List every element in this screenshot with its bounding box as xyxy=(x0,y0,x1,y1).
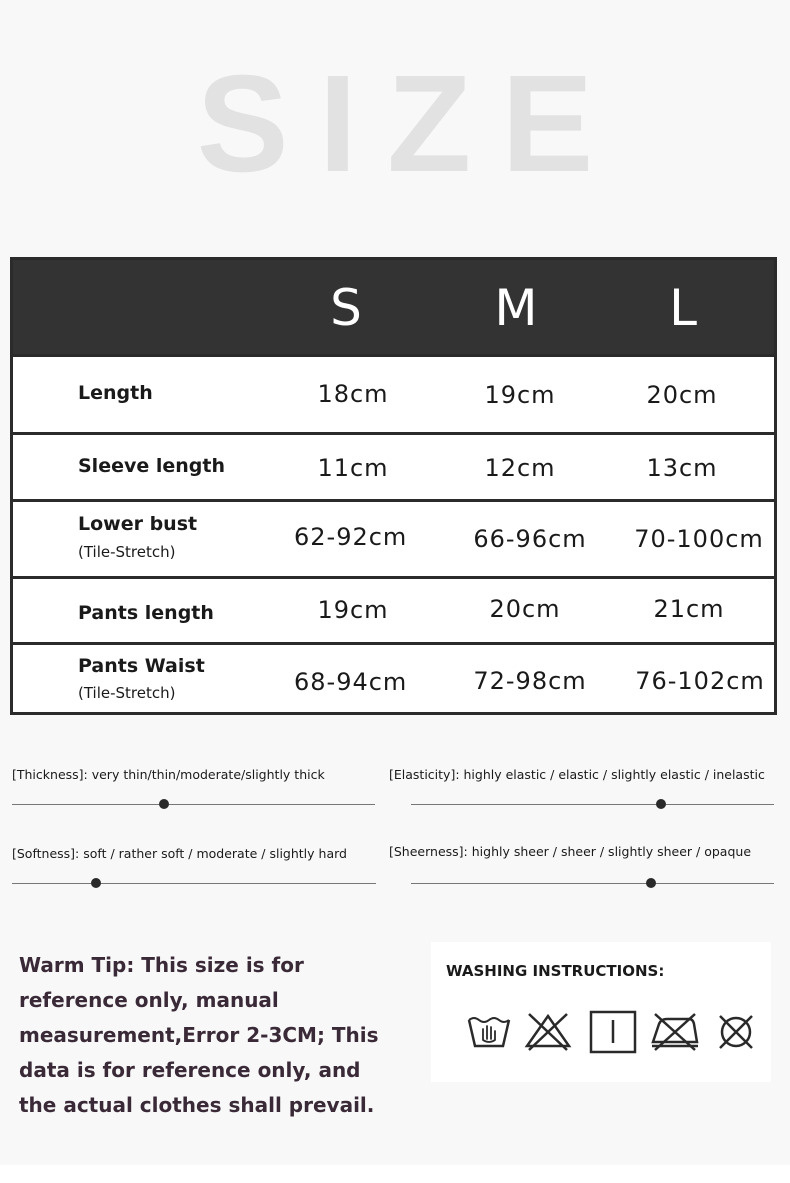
elasticity-scale xyxy=(411,804,774,805)
line-dry-icon xyxy=(589,1010,637,1054)
table-cell: 19cm xyxy=(484,381,556,409)
table-cell: 21cm xyxy=(653,595,725,623)
table-cell: 68-94cm xyxy=(294,668,408,696)
washing-instructions-panel xyxy=(431,942,771,1082)
table-cell: 11cm xyxy=(317,454,389,482)
do-not-bleach-icon xyxy=(523,1010,573,1052)
hand-wash-icon xyxy=(466,1010,512,1052)
table-cell: 62-92cm xyxy=(294,523,408,551)
thickness-marker xyxy=(159,799,169,809)
elasticity-label: [Elasticity]: highly elastic / elastic / slightly elastic / inelastic xyxy=(389,767,765,782)
row-label: Length xyxy=(78,382,153,404)
softness-label: [Softness]: soft / rather soft / moderate / slightly hard xyxy=(12,846,347,861)
softness-scale xyxy=(12,883,376,884)
table-cell: 66-96cm xyxy=(473,525,587,553)
table-header xyxy=(13,260,774,356)
column-header-l: L xyxy=(669,279,697,337)
table-cell: 12cm xyxy=(484,454,556,482)
column-header-m: M xyxy=(494,279,538,337)
table-row xyxy=(13,576,774,642)
table-row xyxy=(13,499,774,576)
row-sublabel: (Tile-Stretch) xyxy=(78,684,176,702)
table-row xyxy=(13,642,774,715)
row-label: Pants length xyxy=(78,602,214,624)
table-cell: 76-102cm xyxy=(635,667,765,695)
table-cell: 72-98cm xyxy=(473,667,587,695)
table-cell: 20cm xyxy=(489,595,561,623)
table-cell: 20cm xyxy=(646,381,718,409)
row-label: Lower bust xyxy=(78,513,198,535)
thickness-scale xyxy=(12,804,375,805)
column-header-s: S xyxy=(330,279,362,337)
warm-tip-text: Warm Tip: This size is for reference only, manual measurement,Error 2-3CM; This data is for reference only, and the actual clothes shall prevail. xyxy=(19,953,379,1117)
table-cell: 18cm xyxy=(317,380,389,408)
elasticity-marker xyxy=(656,799,666,809)
row-sublabel: (Tile-Stretch) xyxy=(78,543,176,561)
row-label: Pants Waist xyxy=(78,655,205,677)
table-row xyxy=(13,432,774,499)
table-cell: 13cm xyxy=(646,454,718,482)
row-label: Sleeve length xyxy=(78,455,225,477)
sheerness-marker xyxy=(646,878,656,888)
thickness-label: [Thickness]: very thin/thin/moderate/slightly thick xyxy=(12,767,325,782)
do-not-tumble-dry-icon xyxy=(715,1010,757,1052)
sheerness-label: [Sheerness]: highly sheer / sheer / slightly sheer / opaque xyxy=(389,844,752,859)
size-table xyxy=(10,257,777,715)
table-cell: 19cm xyxy=(317,596,389,624)
sheerness-scale xyxy=(411,883,774,884)
do-not-iron-icon xyxy=(649,1010,701,1052)
washing-title: WASHING INSTRUCTIONS: xyxy=(446,962,665,980)
table-cell: 70-100cm xyxy=(634,525,764,553)
softness-marker xyxy=(91,878,101,888)
table-row xyxy=(13,354,774,432)
page-title: SIZE xyxy=(196,47,624,201)
